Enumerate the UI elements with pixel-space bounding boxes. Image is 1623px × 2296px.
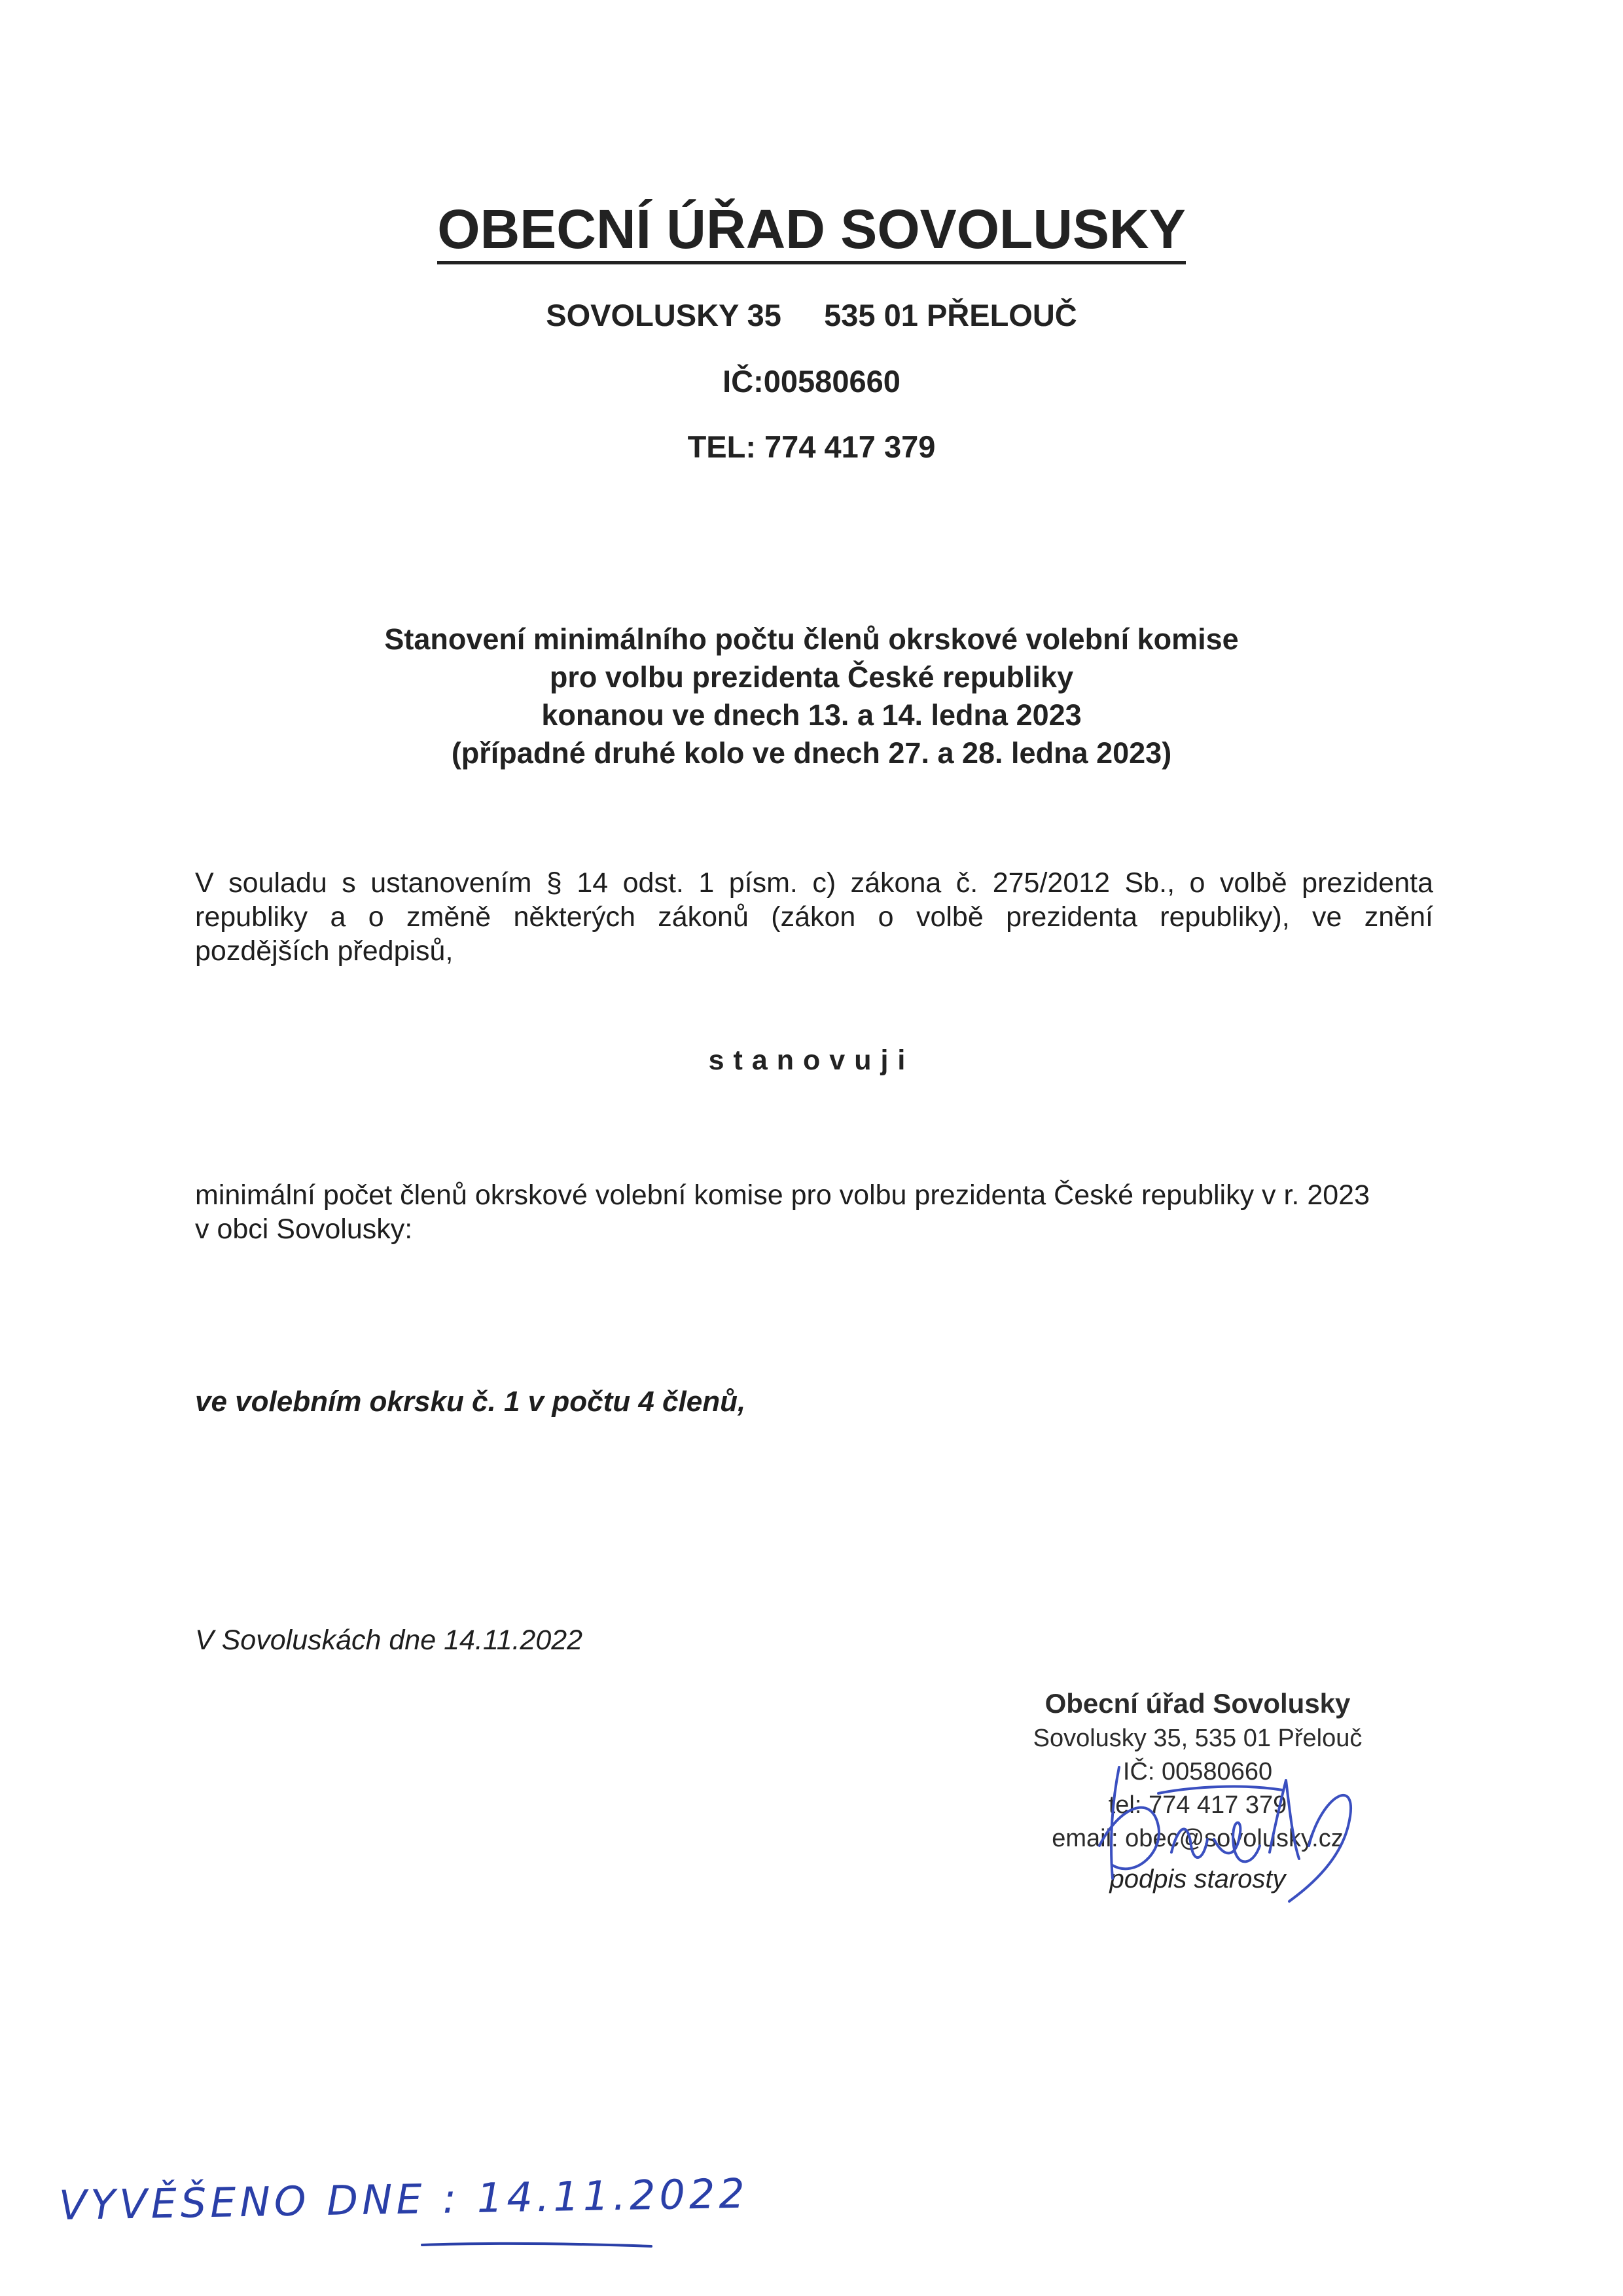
stamp-phone: tel: 774 417 379 (1108, 1791, 1287, 1819)
document-title-line: (případné druhé kolo ve dnech 27. a 28. ledna 2023) (451, 736, 1172, 770)
office-title-text: OBECNÍ ÚŘAD SOVOLUSKY (437, 198, 1185, 264)
statement-paragraph (195, 1178, 1438, 1246)
document-title-line: Stanovení minimálního počtu členů okrskové volební komise (384, 622, 1239, 656)
place-and-date: V Sovoluskách dne 14.11.2022 (195, 1624, 583, 1656)
handwritten-posted-note: VYVĚŠENO DNE : 14.11.2022 (58, 2169, 749, 2229)
document-title (0, 620, 1623, 772)
stamp-email: email: obec@sovolusky.cz (1052, 1825, 1344, 1852)
posted-note-underline (419, 2237, 654, 2257)
office-title (0, 196, 1623, 262)
document-title-line: pro volbu prezidenta České republiky (549, 660, 1074, 694)
stamp-office-name: Obecní úřad Sovolusky (1044, 1688, 1351, 1719)
statement-line: minimální počet členů okrskové volební komise pro volbu prezidenta České republiky v r. 2023 (195, 1179, 1370, 1211)
result-statement: ve volebním okrsku č. 1 v počtu 4 členů, (195, 1386, 746, 1418)
stamp-ic: IČ: 00580660 (1122, 1758, 1273, 1785)
signature-label: podpis starosty (1109, 1865, 1286, 1893)
statement-line: v obci Sovolusky: (195, 1213, 413, 1245)
legal-basis-line: V souladu s ustanovením § 14 odst. 1 písm. c) zákona č. 275/2012 Sb., o volbě prezidenta (195, 867, 1433, 899)
office-phone: TEL: 774 417 379 (687, 429, 936, 464)
stamp-address: Sovolusky 35, 535 01 Přelouč (1033, 1725, 1363, 1752)
legal-basis-line: republiky a o změně některých zákonů (zákon o volbě prezidenta republiky), ve znění (195, 901, 1433, 933)
office-address: SOVOLUSKY 35 535 01 PŘELOUČ (546, 298, 1077, 332)
decision-word: stanovuji (708, 1045, 915, 1076)
legal-basis-line: pozdějších předpisů, (195, 935, 454, 967)
handwritten-signature (1073, 1754, 1361, 1905)
document-title-line: konanou ve dnech 13. a 14. ledna 2023 (541, 698, 1082, 732)
office-ic: IČ:00580660 (722, 364, 901, 399)
legal-basis-paragraph (195, 866, 1433, 968)
